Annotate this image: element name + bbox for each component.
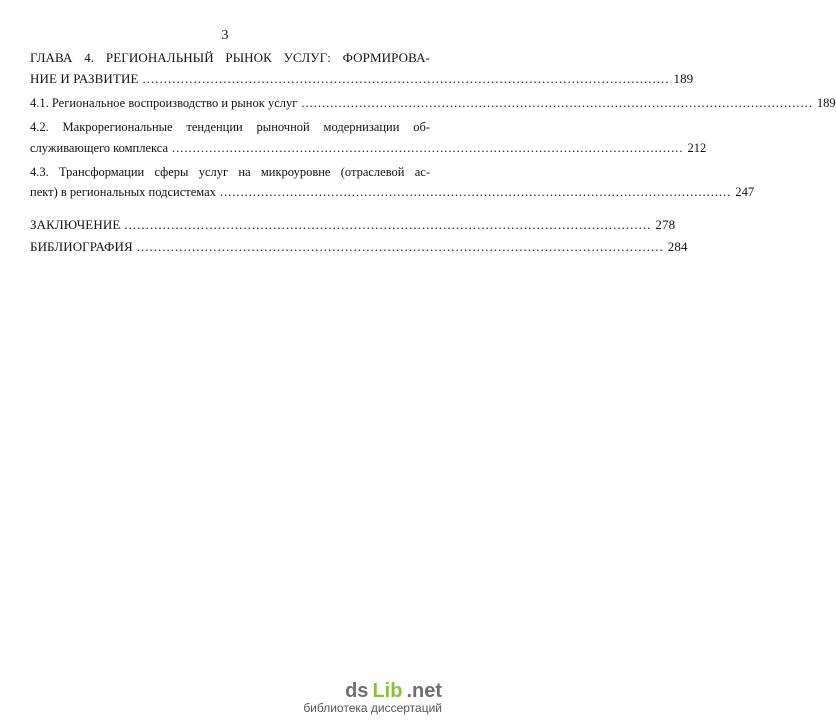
toc-leader-dots: ............................................................................................................................ — [301, 96, 813, 110]
toc-section-4-3 — [30, 183, 755, 201]
toc-leader-dots: ............................................................................................................................ — [142, 71, 670, 86]
toc-bibliography-title: БИБЛИОГРАФИЯ — [30, 239, 133, 254]
watermark-lib: Lib — [372, 680, 403, 702]
toc-conclusion-page: 278 — [655, 217, 676, 232]
watermark-net: .net — [406, 680, 442, 702]
toc-section-4-3-line-1: 4.3. Трансформации сферы услуг на микроуровне (отраслевой ас- — [30, 165, 430, 179]
toc-section-4-1 — [30, 94, 836, 112]
toc-leader-dots: ............................................................................................................................ — [136, 239, 664, 254]
toc-leader-dots: ............................................................................................................................ — [172, 141, 684, 155]
toc-leader-dots: ............................................................................................................................ — [219, 185, 732, 199]
toc-chapter-4-line-1: ГЛАВА 4. РЕГИОНАЛЬНЫЙ РЫНОК УСЛУГ: ФОРМИРОВА- — [30, 50, 430, 65]
toc-leader-dots: ............................................................................................................................ — [124, 217, 652, 232]
dslib-watermark-logo — [303, 680, 442, 715]
toc-section-4-2-line-1: 4.2. Макрорегиональные тенденции рыночной модернизации об- — [30, 120, 430, 134]
watermark-subtitle: библиотека диссертаций — [303, 701, 442, 715]
toc-conclusion-title: ЗАКЛЮЧЕНИЕ — [30, 217, 121, 232]
toc-bibliography — [30, 238, 688, 256]
toc-section-4-3-page: 247 — [735, 185, 755, 199]
watermark-ds: ds — [345, 680, 369, 702]
toc-chapter-4-line-2: НИЕ И РАЗВИТИЕ — [30, 71, 139, 86]
toc-chapter-4 — [30, 70, 694, 88]
toc-section-4-2-line-2: служивающего комплекса — [30, 141, 169, 155]
toc-section-4-1-title: 4.1. Региональное воспроизводство и рынок услуг — [30, 96, 298, 110]
toc-section-4-2-page: 212 — [687, 141, 707, 155]
toc-bibliography-page: 284 — [667, 239, 688, 254]
toc-section-4-3-line-2: пект) в региональных подсистемах — [30, 185, 216, 199]
page-number: 3 — [221, 28, 229, 43]
toc-conclusion — [30, 216, 676, 234]
toc-section-4-1-page: 189 — [816, 96, 836, 110]
toc-chapter-4-page: 189 — [673, 71, 694, 86]
toc-section-4-2 — [30, 139, 707, 157]
